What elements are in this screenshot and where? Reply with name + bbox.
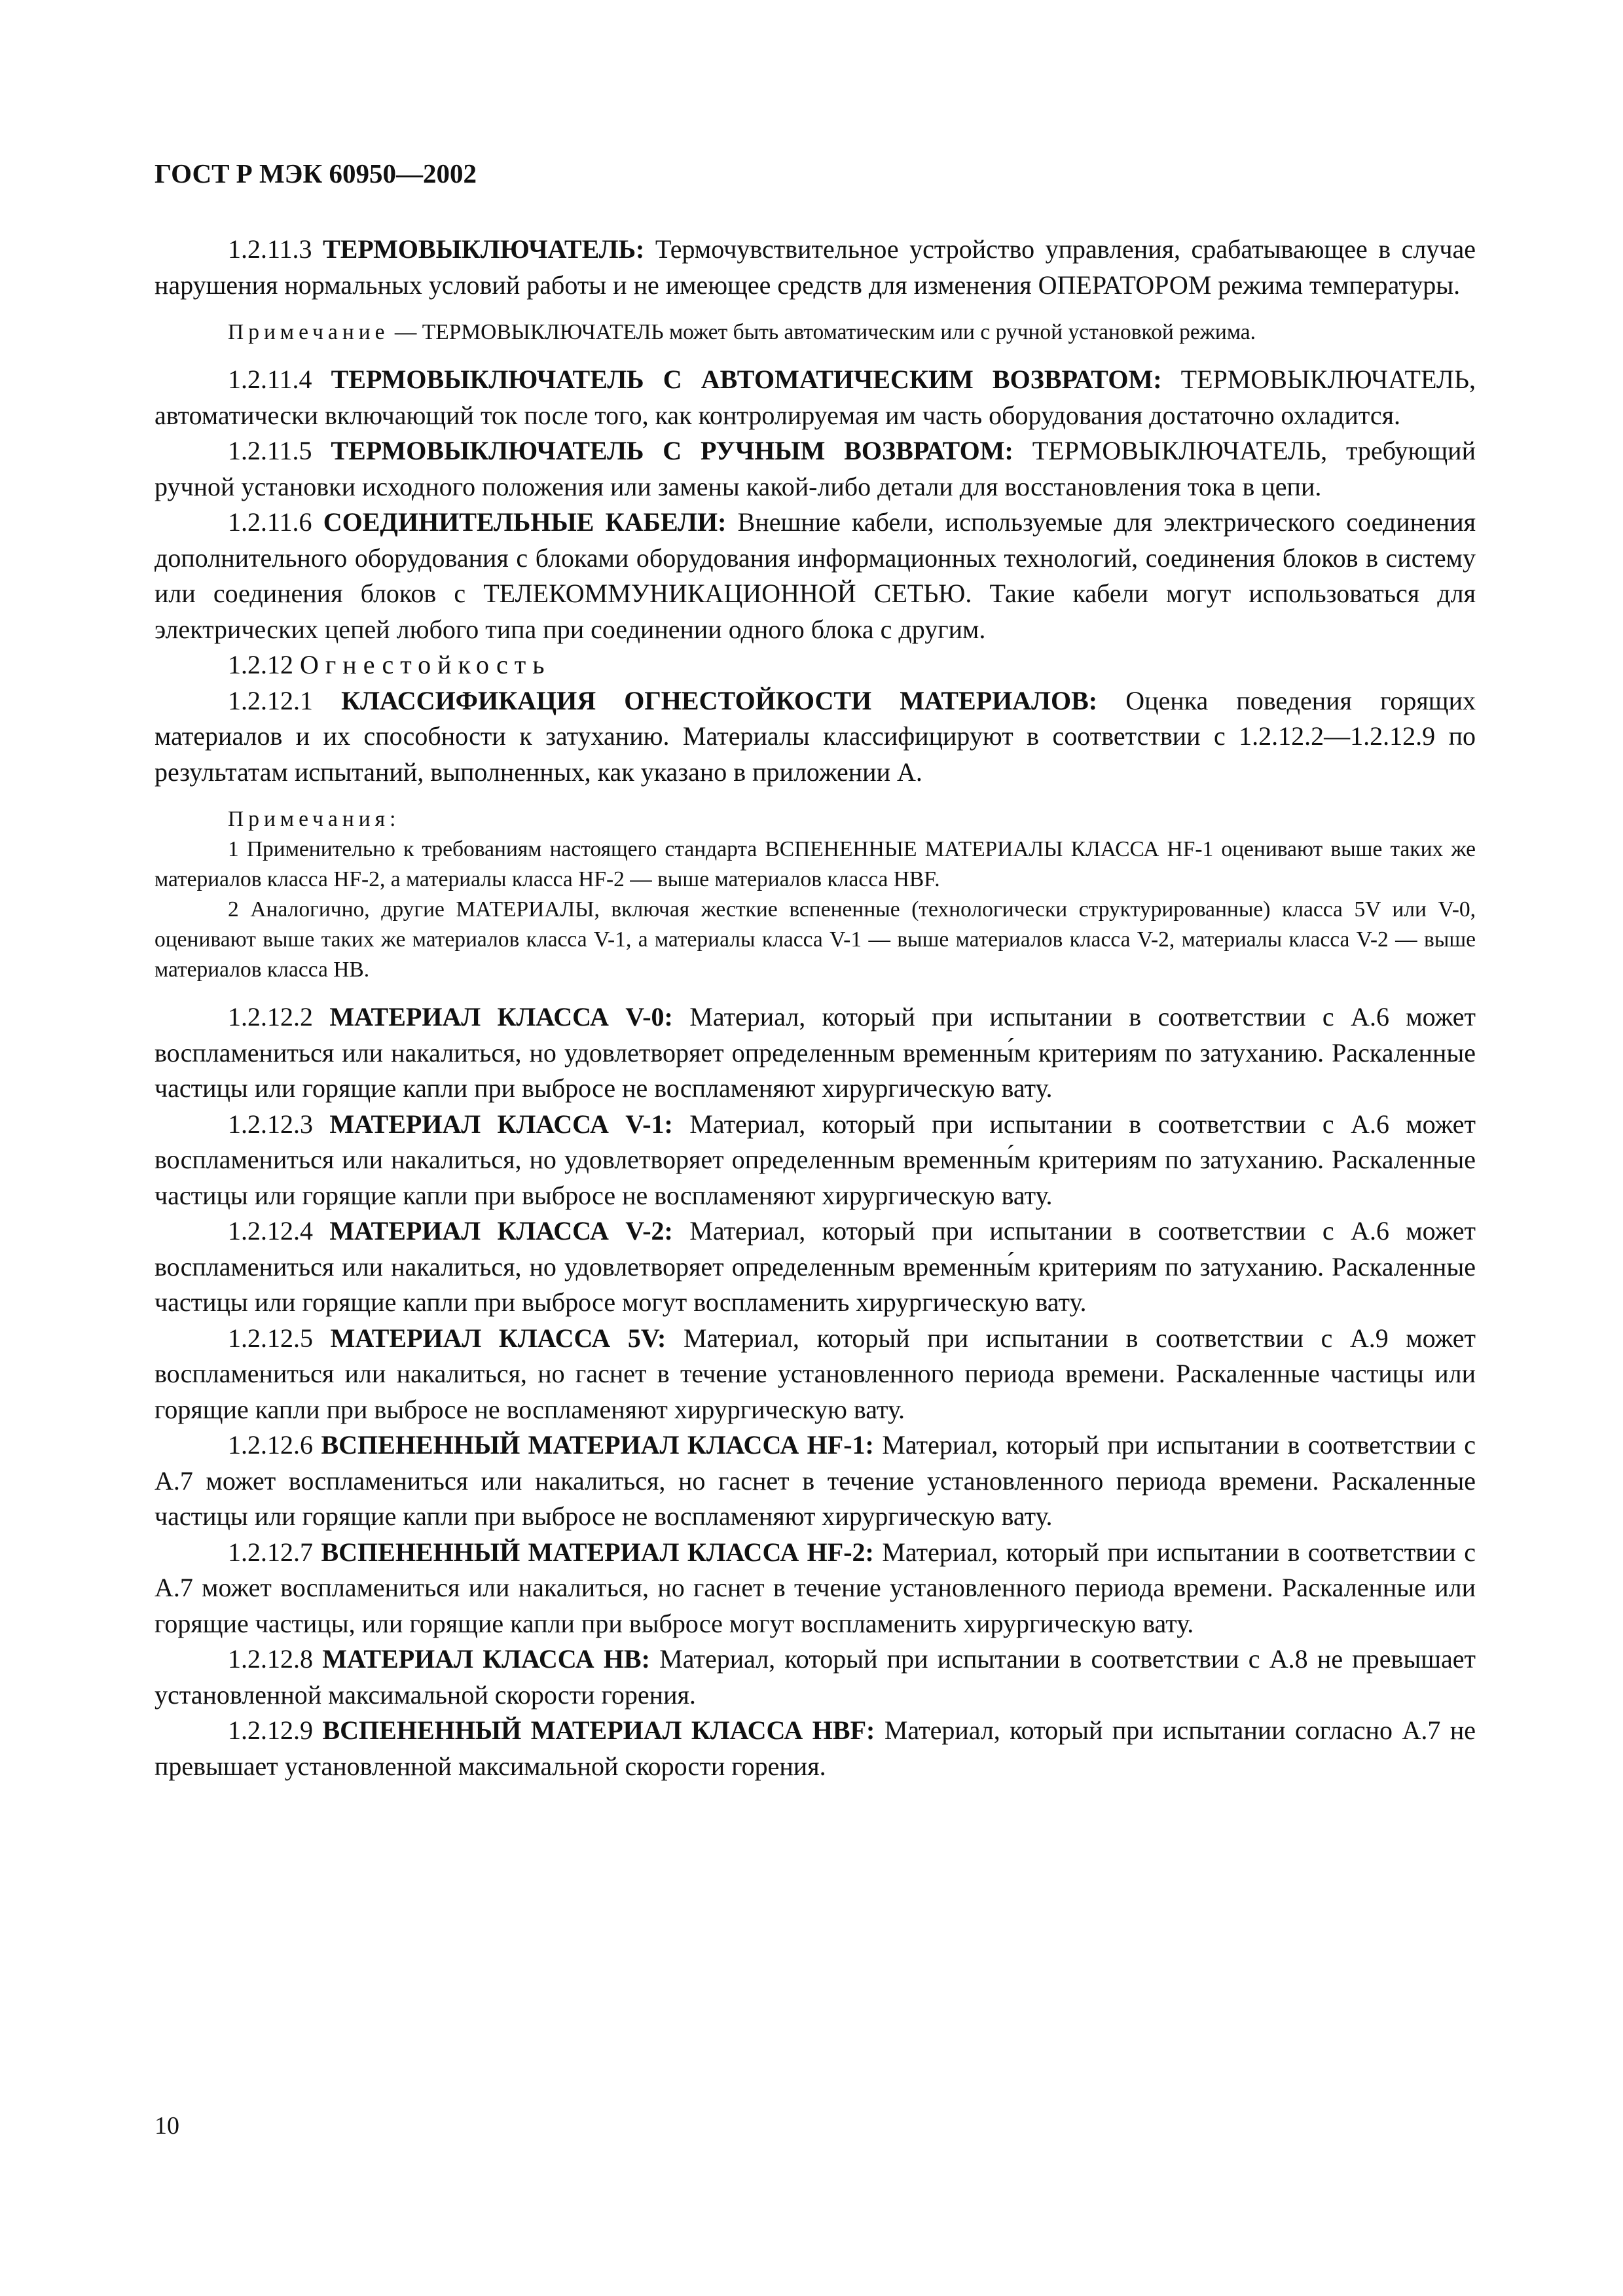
clause-number: 1.2.12.6 <box>228 1430 313 1460</box>
clause-term: ТЕРМОВЫКЛЮЧАТЕЛЬ: <box>323 234 645 264</box>
clause-number: 1.2.12.9 <box>228 1715 313 1745</box>
clause-term: МАТЕРИАЛ КЛАССА HB: <box>322 1644 650 1674</box>
note-label: Примечание <box>228 320 390 344</box>
clause-1-2-12-4 <box>155 1213 1476 1321</box>
clause-number: 1.2.12.8 <box>228 1644 313 1674</box>
clause-text: Материал, который при испытании согласно А.7 не превышает установленной максимальной скорости горения. <box>155 1715 1476 1781</box>
clause-term: МАТЕРИАЛ КЛАССА 5V: <box>330 1323 666 1353</box>
clause-1-2-11-4 <box>155 362 1476 433</box>
clause-1-2-12-6 <box>155 1427 1476 1535</box>
clause-1-2-12-3 <box>155 1107 1476 1214</box>
clause-text: Материал, который при испытании в соответствии с А.6 может воспламениться или накалиться, но удовлетворяет определенным временны́м критериям по затуханию. Раскаленные частицы или горящие капли при выбросе не воспламеняют хирургическую вату. <box>155 1002 1476 1103</box>
clause-text: ТЕРМОВЫКЛЮЧАТЕЛЬ, требующий ручной установки исходного положения или замены какой-либо детали для восстановления тока в цепи. <box>155 436 1476 501</box>
clause-term: КЛАССИФИКАЦИЯ ОГНЕСТОЙКОСТИ МАТЕРИАЛОВ: <box>341 685 1098 715</box>
clause-number: 1.2.11.5 <box>228 436 312 465</box>
clause-term: ТЕРМОВЫКЛЮЧАТЕЛЬ С РУЧНЫМ ВОЗВРАТОМ: <box>331 436 1013 465</box>
clause-text: ТЕРМОВЫКЛЮЧАТЕЛЬ, автоматически включающий ток после того, как контролируемая им часть оборудования достаточно охладится. <box>155 365 1476 430</box>
clause-number: 1.2.12.4 <box>228 1216 313 1246</box>
clause-1-2-12-1 <box>155 683 1476 791</box>
clause-1-2-12-9 <box>155 1713 1476 1784</box>
clause-term: МАТЕРИАЛ КЛАССА V-2: <box>329 1216 673 1246</box>
clause-term: МАТЕРИАЛ КЛАССА V-0: <box>329 1002 673 1031</box>
clause-term: СОЕДИНИТЕЛЬНЫЕ КАБЕЛИ: <box>323 507 727 537</box>
clause-text: Материал, который при испытании в соответствии с А.7 может воспламениться или накалиться, но гаснет в течение установленного периода времени. Раскаленные частицы или горящие капли при выбросе не воспламеняют хирургическую вату. <box>155 1430 1476 1531</box>
clause-text: Материал, который при испытании в соответствии с А.7 может воспламениться или накалиться, но гаснет в течение установленного периода времени. Раскаленные или горящие частицы, или горящие капли при выбросе могут воспламенить хирургическую вату. <box>155 1537 1476 1638</box>
clause-number: 1.2.11.4 <box>228 365 312 394</box>
clause-number: 1.2.12.1 <box>228 685 313 715</box>
clause-number: 1.2.12.5 <box>228 1323 313 1353</box>
notes-label: Примечания: <box>228 807 401 831</box>
document-header: ГОСТ Р МЭК 60950—2002 <box>155 158 477 188</box>
note-thermal-switch <box>155 317 1476 348</box>
clause-1-2-11-5 <box>155 433 1476 505</box>
section-number: 1.2.12 <box>228 650 293 679</box>
note-2: 2 Аналогично, другие МАТЕРИАЛЫ, включая жесткие вспененные (технологически структурированные) класса 5V или V-0, оценивают выше таких же материалов класса V-1, а материалы класса V-1 — выше материалов класса V-2, материалы класса V-2 — выше материалов класса HB. <box>155 897 1476 982</box>
clause-number: 1.2.11.3 <box>228 234 312 264</box>
clause-number: 1.2.12.2 <box>228 1002 313 1031</box>
clause-term: МАТЕРИАЛ КЛАССА V-1: <box>329 1109 673 1139</box>
clause-text: Материал, который при испытании в соответствии с А.9 может воспламениться или накалиться, но гаснет в течение установленного периода времени. Раскаленные частицы или горящие капли при выбросе не воспламеняют хирургическую вату. <box>155 1323 1476 1424</box>
note-text: — ТЕРМОВЫКЛЮЧАТЕЛЬ может быть автоматическим или с ручной установкой режима. <box>394 320 1256 344</box>
clause-text: Материал, который при испытании в соответствии с А.6 может воспламениться или накалиться, но удовлетворяет определенным временны́м критериям по затуханию. Раскаленные частицы или горящие капли при выбросе не воспламеняют хирургическую вату. <box>155 1109 1476 1210</box>
notes-classification <box>155 804 1476 985</box>
section-title: Огнестойкость <box>300 650 551 679</box>
document-page <box>155 157 1476 1784</box>
page-number: 10 <box>155 2112 179 2140</box>
clause-number: 1.2.12.7 <box>228 1537 313 1567</box>
clause-text: Внешние кабели, используемые для электрического соединения дополнительного оборудования с блоками оборудования информационных технологий, соединения блоков в систему или соединения блоков с ТЕЛЕКОММУНИКАЦИОННОЙ СЕТЬЮ. Такие кабели могут использоваться для электрических цепей любого типа при соединении одного блока с другим. <box>155 507 1476 644</box>
clause-1-2-11-6 <box>155 505 1476 647</box>
section-1-2-12 <box>155 647 1476 683</box>
clause-1-2-12-2 <box>155 999 1476 1107</box>
clause-1-2-11-3 <box>155 232 1476 303</box>
note-1: 1 Применительно к требованиям настоящего стандарта ВСПЕНЕННЫЕ МАТЕРИАЛЫ КЛАССА HF-1 оценивают выше таких же материалов класса HF-2, а материалы класса HF-2 — выше материалов класса HBF. <box>155 837 1476 891</box>
clause-1-2-12-5 <box>155 1321 1476 1428</box>
clause-term: ВСПЕНЕННЫЙ МАТЕРИАЛ КЛАССА HF-1: <box>321 1430 874 1460</box>
clause-text: Оценка поведения горящих материалов и их способности к затуханию. Материалы классифицируют в соответствии с 1.2.12.2—1.2.12.9 по результатам испытаний, выполненных, как указано в приложении А. <box>155 685 1476 787</box>
clause-term: ВСПЕНЕННЫЙ МАТЕРИАЛ КЛАССА HBF: <box>322 1715 875 1745</box>
clause-number: 1.2.11.6 <box>228 507 312 537</box>
clause-text: Материал, который при испытании в соответствии с А.6 может воспламениться или накалиться, но удовлетворяет определенным временны́м критериям по затуханию. Раскаленные частицы или горящие капли при выбросе могут воспламенить хирургическую вату. <box>155 1216 1476 1317</box>
clause-term: ТЕРМОВЫКЛЮЧАТЕЛЬ С АВТОМАТИЧЕСКИМ ВОЗВРАТОМ: <box>331 365 1162 394</box>
clause-text: Материал, который при испытании в соответствии с А.8 не превышает установленной максимальной скорости горения. <box>155 1644 1476 1710</box>
clause-1-2-12-7 <box>155 1535 1476 1642</box>
clause-number: 1.2.12.3 <box>228 1109 313 1139</box>
clause-term: ВСПЕНЕННЫЙ МАТЕРИАЛ КЛАССА HF-2: <box>321 1537 874 1567</box>
clause-1-2-12-8 <box>155 1641 1476 1713</box>
clause-text: Термочувствительное устройство управления, срабатывающее в случае нарушения нормальных условий работы и не имеющее средств для изменения ОПЕРАТОРОМ режима температуры. <box>155 234 1476 300</box>
